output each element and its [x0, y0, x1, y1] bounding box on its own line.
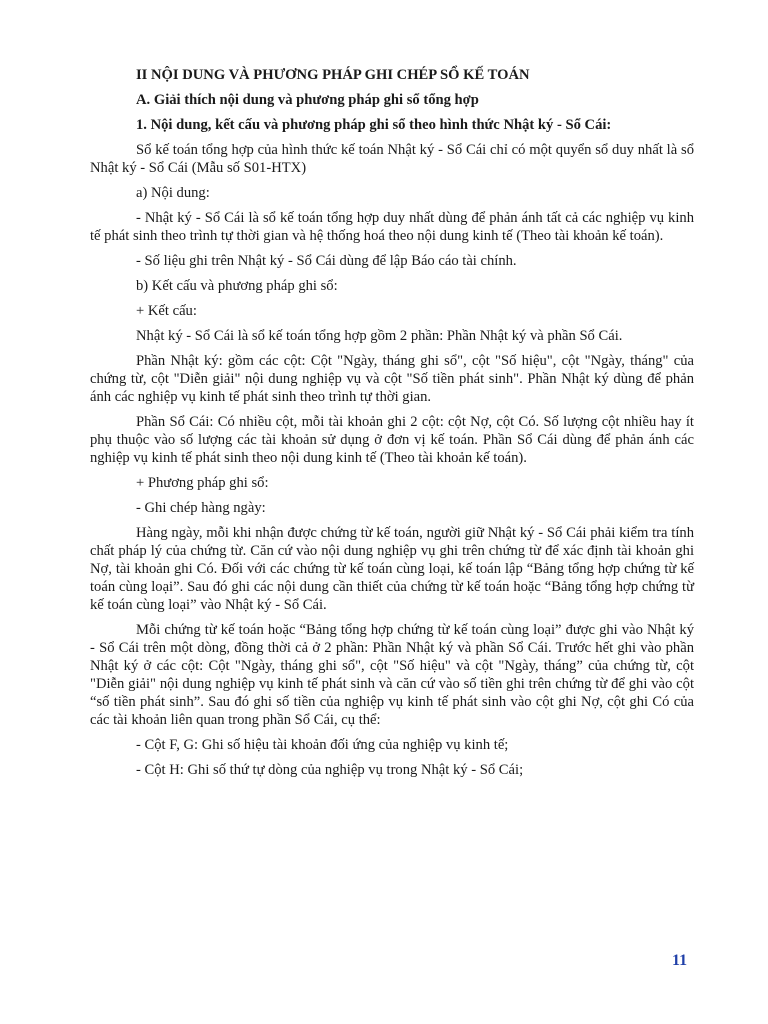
- paragraph: a) Nội dung:: [136, 185, 210, 201]
- section-heading-1: 1. Nội dung, kết cấu và phương pháp ghi sổ theo hình thức Nhật ký - Sổ Cái:: [136, 117, 612, 133]
- page-number: 11: [672, 952, 688, 969]
- paragraph: Sổ kế toán tổng hợp của hình thức kế toán Nhật ký - Sổ Cái chỉ có một quyển sổ duy nhất là sổ Nhật ký - Sổ Cái (Mẫu số S01-HTX): [90, 142, 694, 176]
- paragraph: - Cột H: Ghi số thứ tự dòng của nghiệp vụ trong Nhật ký - Sổ Cái;: [136, 762, 524, 778]
- paragraph: - Cột F, G: Ghi số hiệu tài khoản đối ứng của nghiệp vụ kinh tế;: [136, 737, 509, 753]
- paragraph: Mỗi chứng từ kế toán hoặc “Bảng tổng hợp chứng từ kế toán cùng loại” được ghi vào Nhật ký - Sổ Cái trên một dòng, đồng thời cả ở 2 phần: Phần Nhật ký và phần Sổ Cái. Trước hết ghi vào phần Nhật ký ở các cột: Cột "Ngày, tháng ghi sổ", cột "Số hiệu" và cột "Ngày, tháng” của chứng từ, cột "Diễn giải" nội dung nghiệp vụ kinh tế phát sinh và căn cứ vào số tiền ghi trên chứng từ để ghi vào cột “số tiền phát sinh”. Sau đó ghi số tiền của nghiệp vụ kinh tế phát sinh vào cột ghi Nợ, cột ghi Có của các tài khoản liên quan trong phần Sổ Cái, cụ thể:: [90, 622, 694, 728]
- paragraph: b) Kết cấu và phương pháp ghi sổ:: [136, 278, 338, 294]
- paragraph: Phần Nhật ký: gồm các cột: Cột "Ngày, tháng ghi sổ", cột "Số hiệu", cột "Ngày, tháng" của chứng từ, cột "Diễn giải" nội dung nghiệp vụ và cột "Số tiền phát sinh". Phần Nhật ký dùng để phản ánh các nghiệp vụ kinh tế phát sinh theo trình tự thời gian.: [90, 353, 694, 405]
- paragraph: Hàng ngày, mỗi khi nhận được chứng từ kế toán, người giữ Nhật ký - Sổ Cái phải kiểm tra tính chất pháp lý của chứng từ. Căn cứ vào nội dung nghiệp vụ ghi trên chứng từ để xác định tài khoản ghi Nợ, tài khoản ghi Có. Đối với các chứng từ kế toán cùng loại, kế toán lập “Bảng tổng hợp chứng từ kế toán cùng loại”. Sau đó ghi các nội dung cần thiết của chứng từ kế toán hoặc “Bảng tổng hợp chứng từ kế toán cùng loại” vào Nhật ký - Sổ Cái.: [90, 525, 694, 613]
- document-page: [90, 66, 694, 786]
- paragraph: + Phương pháp ghi sổ:: [136, 475, 269, 491]
- paragraph: + Kết cấu:: [136, 303, 197, 319]
- paragraph: - Số liệu ghi trên Nhật ký - Sổ Cái dùng để lập Báo cáo tài chính.: [136, 253, 517, 269]
- section-heading-a: A. Giải thích nội dung và phương pháp ghi sổ tổng hợp: [136, 92, 479, 108]
- paragraph: - Ghi chép hàng ngày:: [136, 500, 266, 516]
- paragraph: Phần Sổ Cái: Có nhiều cột, mỗi tài khoản ghi 2 cột: cột Nợ, cột Có. Số lượng cột nhiều hay ít phụ thuộc vào số lượng các tài khoản sử dụng ở đơn vị kế toán. Phần Sổ Cái dùng để phản ánh các nghiệp vụ kinh tế phát sinh theo nội dung kinh tế (Theo tài khoản kế toán).: [90, 414, 694, 466]
- paragraph: Nhật ký - Sổ Cái là sổ kế toán tổng hợp gồm 2 phần: Phần Nhật ký và phần Sổ Cái.: [136, 328, 623, 344]
- paragraph: - Nhật ký - Sổ Cái là sổ kế toán tổng hợp duy nhất dùng để phản ánh tất cả các nghiệp vụ kinh tế phát sinh theo trình tự thời gian và hệ thống hoá theo nội dung kinh tế (Theo tài khoản kế toán).: [90, 210, 694, 244]
- section-heading-main: II NỘI DUNG VÀ PHƯƠNG PHÁP GHI CHÉP SỔ KẾ TOÁN: [136, 67, 530, 83]
